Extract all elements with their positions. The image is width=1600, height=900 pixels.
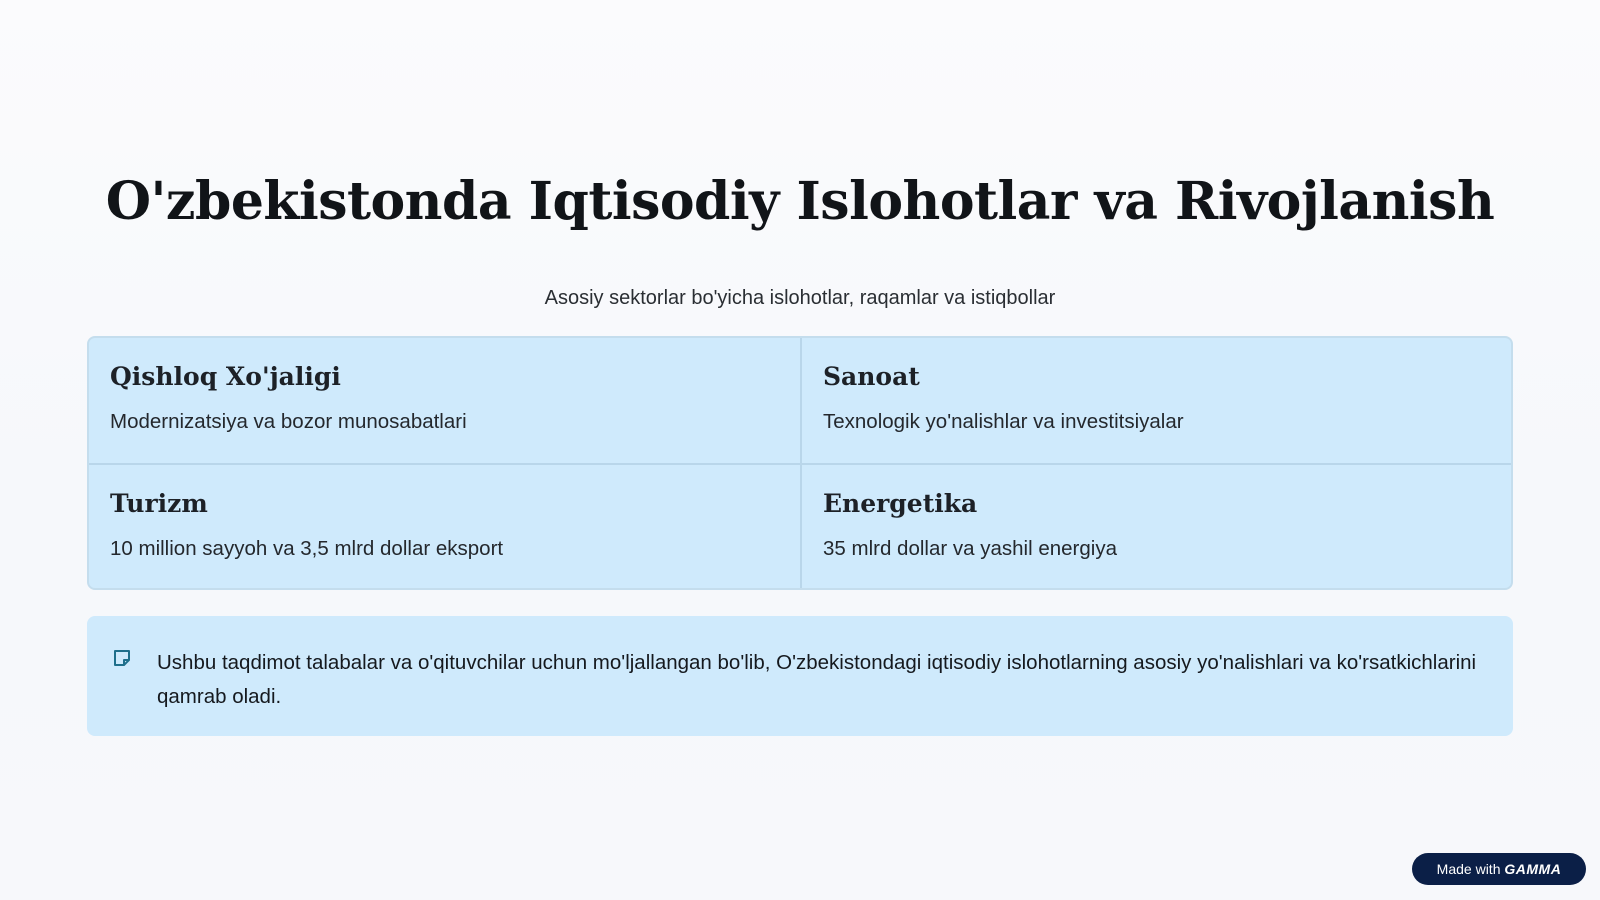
- sector-description: Modernizatsiya va bozor munosabatlari: [110, 410, 467, 433]
- sector-card-energy: [800, 463, 1511, 588]
- callout-text: Ushbu taqdimot talabalar va o'qituvchilar uchun mo'ljallangan bo'lib, O'zbekistondagi iqtisodiy islohotlarning asosiy yo'nalishlari va ko'rsatkichlarini qamrab oladi.: [157, 651, 1477, 708]
- info-callout: [87, 616, 1513, 736]
- sector-description: 35 mlrd dollar va yashil energiya: [823, 537, 1117, 560]
- sector-title: Energetika: [823, 489, 978, 518]
- sector-card-agriculture: [89, 338, 800, 463]
- sector-title: Qishloq Xo'jaligi: [110, 362, 341, 391]
- sector-grid: [87, 336, 1513, 590]
- sector-card-industry: [800, 338, 1511, 463]
- gamma-logo: GAMMA: [1504, 861, 1562, 877]
- badge-prefix: Made with: [1436, 861, 1501, 877]
- sector-description: Texnologik yo'nalishlar va investitsiyalar: [823, 410, 1184, 433]
- sector-title: Sanoat: [823, 362, 920, 391]
- page-title: O'zbekistonda Iqtisodiy Islohotlar va Rivojlanish: [105, 171, 1495, 232]
- sector-title: Turizm: [110, 489, 208, 518]
- sticky-note-icon: [112, 648, 132, 668]
- made-with-gamma-badge[interactable]: [1412, 853, 1586, 885]
- page-subtitle: Asosiy sektorlar bo'yicha islohotlar, raqamlar va istiqbollar: [544, 287, 1056, 309]
- sector-card-tourism: [89, 463, 800, 588]
- sector-description: 10 million sayyoh va 3,5 mlrd dollar eksport: [110, 537, 504, 560]
